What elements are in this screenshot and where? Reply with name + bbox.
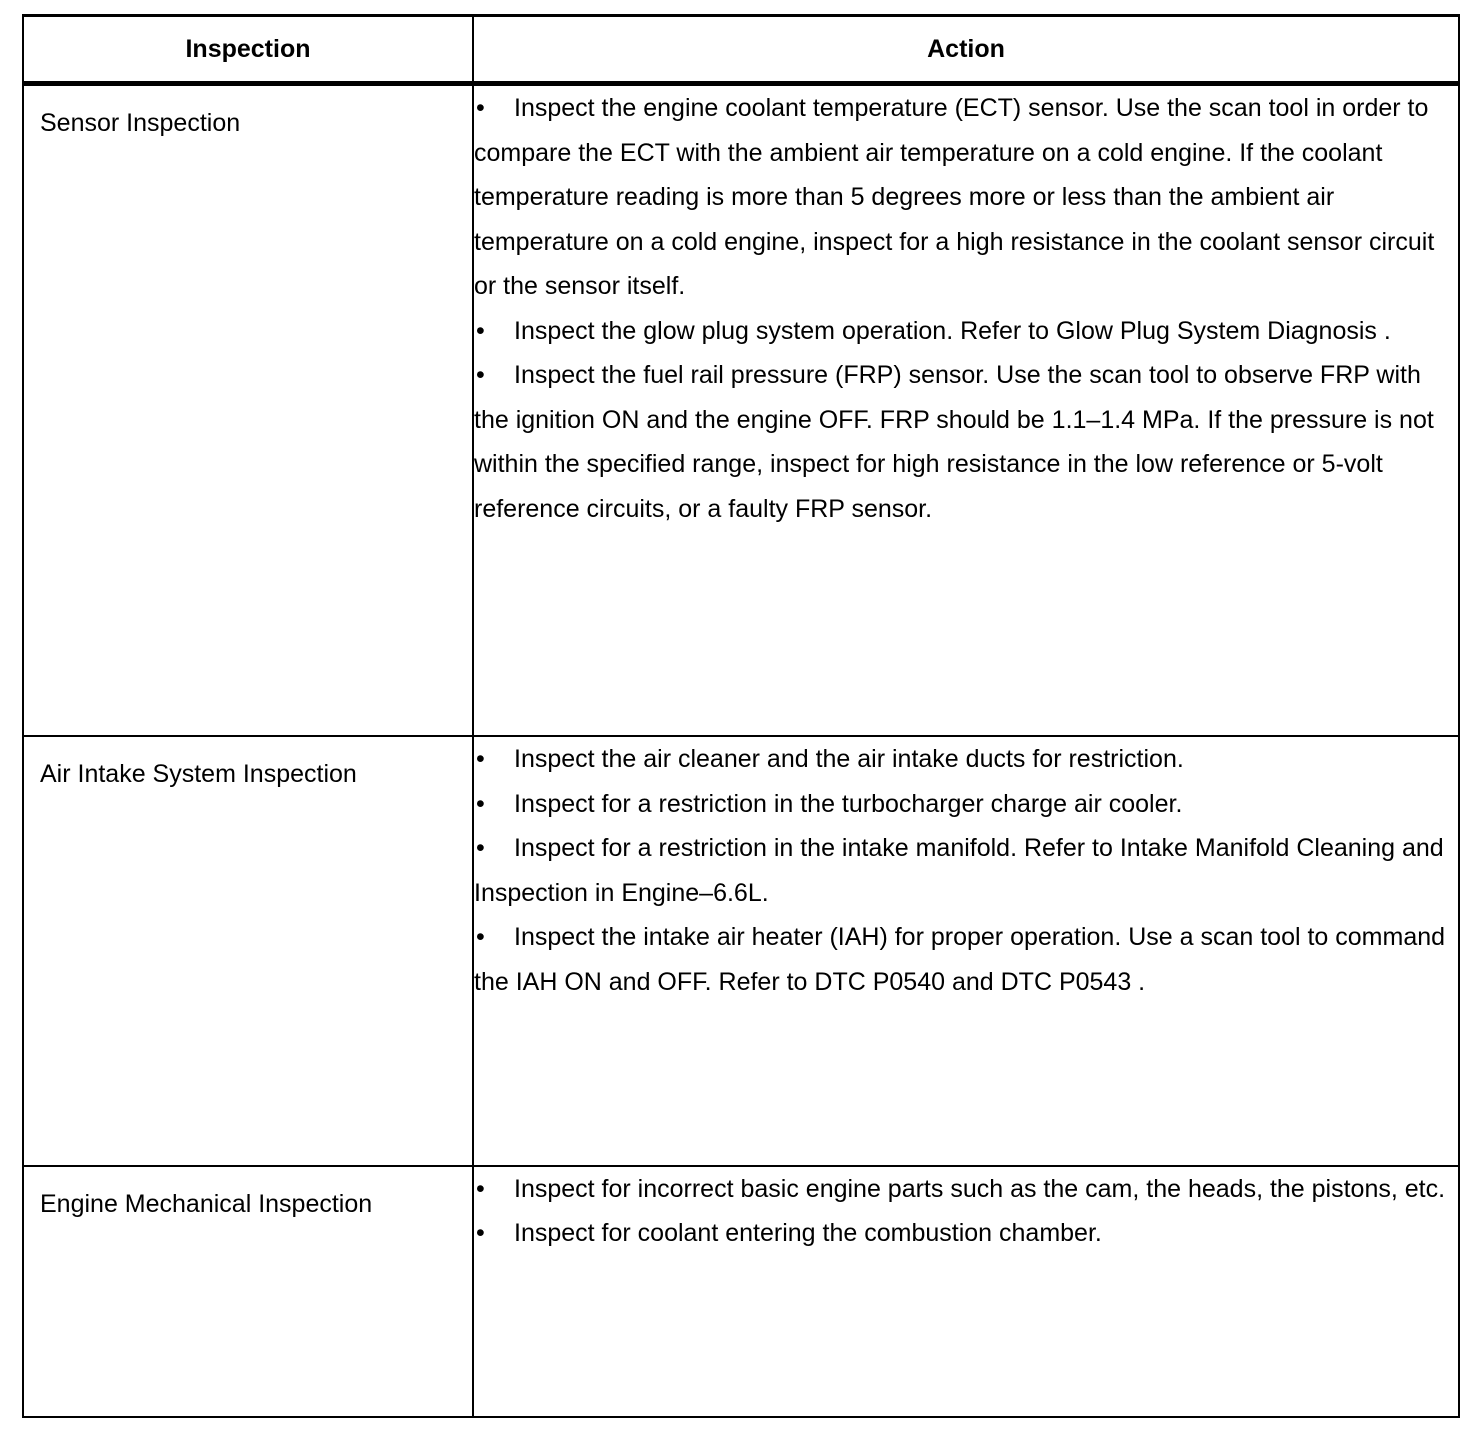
action-item bbox=[474, 1167, 1458, 1212]
action-item bbox=[474, 353, 1458, 531]
table-row bbox=[23, 736, 1459, 1166]
action-item bbox=[474, 86, 1458, 309]
action-text: Inspect the glow plug system operation. Refer to Glow Plug System Diagnosis . bbox=[514, 316, 1391, 345]
action-item bbox=[474, 915, 1458, 1004]
action-text: Inspect for coolant entering the combustion chamber. bbox=[514, 1219, 1102, 1248]
action-item bbox=[474, 309, 1458, 354]
action-item bbox=[474, 782, 1458, 827]
action-cell bbox=[473, 84, 1459, 737]
action-text: Inspect the air cleaner and the air intake ducts for restriction. bbox=[514, 745, 1184, 774]
action-text: Inspect for a restriction in the turbocharger charge air cooler. bbox=[514, 789, 1183, 818]
bullet-icon: • bbox=[476, 789, 485, 818]
inspection-cell bbox=[23, 84, 473, 737]
action-cell bbox=[473, 736, 1459, 1166]
bullet-icon: • bbox=[476, 316, 485, 345]
inspection-cell bbox=[23, 736, 473, 1166]
table-row bbox=[23, 84, 1459, 737]
inspection-label: Sensor Inspection bbox=[40, 109, 241, 137]
bullet-icon: • bbox=[476, 834, 485, 863]
action-item bbox=[474, 737, 1458, 782]
bullet-icon: • bbox=[476, 923, 485, 952]
action-text: Inspect the intake air heater (IAH) for proper operation. Use a scan tool to command the IAH ON and OFF. Refer to DTC P0540 and DTC P0543 . bbox=[474, 923, 1446, 996]
header-inspection: Inspection bbox=[23, 16, 473, 84]
bullet-icon: • bbox=[476, 1174, 485, 1203]
action-text: Inspect the fuel rail pressure (FRP) sensor. Use the scan tool to observe FRP with the ignition ON and the engine OFF. FRP should be 1.1–1.4 MPa. If the pressure is not within the specified range, inspect for high resistance in the low reference or 5-volt reference circuits, or a faulty FRP sensor. bbox=[474, 361, 1434, 523]
action-item bbox=[474, 1211, 1458, 1256]
inspection-cell bbox=[23, 1166, 473, 1417]
bullet-icon: • bbox=[476, 94, 485, 122]
action-text: Inspect for incorrect basic engine parts such as the cam, the heads, the pistons, etc. bbox=[514, 1174, 1446, 1203]
table-header-row bbox=[23, 16, 1459, 84]
bullet-icon: • bbox=[476, 361, 485, 389]
inspection-label: Air Intake System Inspection bbox=[40, 760, 357, 789]
action-item bbox=[474, 826, 1458, 915]
bullet-icon: • bbox=[476, 1219, 485, 1248]
inspection-table bbox=[22, 14, 1460, 1418]
action-text: Inspect for a restriction in the intake manifold. Refer to Intake Manifold Cleaning and Inspection in Engine–6.6L. bbox=[474, 834, 1444, 907]
header-action: Action bbox=[473, 16, 1459, 84]
table-row bbox=[23, 1166, 1459, 1417]
inspection-label: Engine Mechanical Inspection bbox=[40, 1189, 373, 1218]
bullet-icon: • bbox=[476, 745, 485, 774]
action-cell bbox=[473, 1166, 1459, 1417]
action-text: Inspect the engine coolant temperature (ECT) sensor. Use the scan tool in order to compare the ECT with the ambient air temperature on a cold engine. If the coolant temperature reading is more than 5 degrees more or less than the ambient air temperature on a cold engine, inspect for a high resistance in the coolant sensor circuit or the sensor itself. bbox=[474, 94, 1435, 300]
